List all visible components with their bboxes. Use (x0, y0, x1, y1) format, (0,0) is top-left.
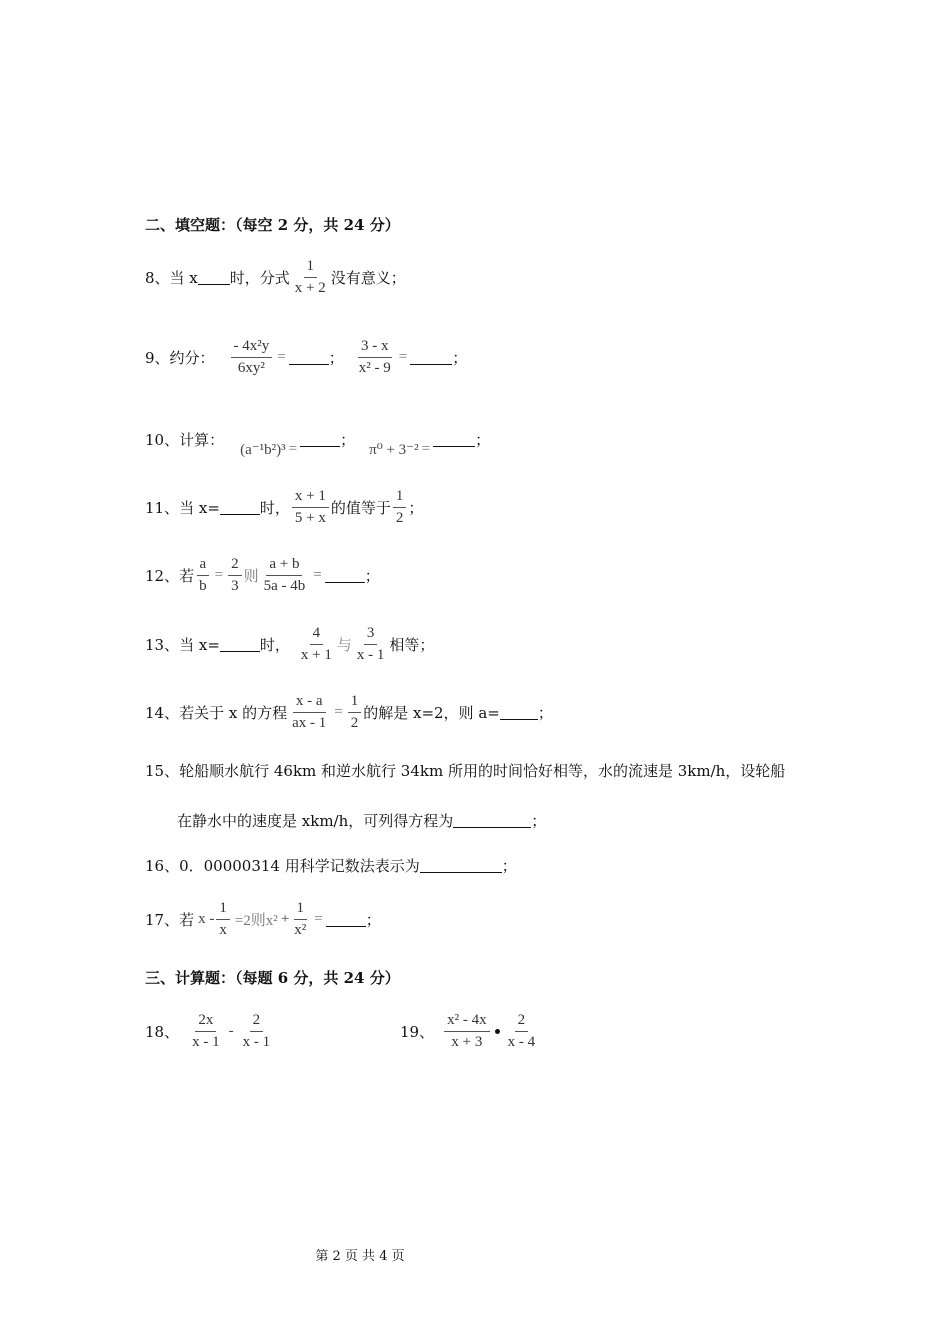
section-2-heading: 二、填空题：（每空 2 分，共 24 分） (145, 216, 400, 234)
question-10: 10、计算： (a⁻¹b²)³ = ； π⁰ + 3⁻² = ； (145, 431, 491, 458)
question-13: 13、当 x= 时， $\frac{4}{x + 1}$ 与 $\frac{3}{x - 1}$ 相等； (145, 625, 435, 664)
question-15-continued: 在静水中的速度是 xkm/h，可列得方程为 ； (177, 812, 547, 830)
multiply-dot-icon (495, 1029, 500, 1034)
fraction: $\frac{3 - x}{\text{x² - 9}}$ (358, 338, 391, 377)
question-15: 15、轮船顺水航行 46km 和逆水航行 34km 所用的时间恰好相等，水的流速是 3km/h，设轮船 (145, 762, 786, 780)
section-3-heading: 三、计算题：（每题 6 分，共 24 分） (145, 969, 400, 987)
fraction: $\frac{2}{x - 1}$ (242, 1012, 271, 1051)
fraction: $\frac{\text{- 4x²y}}{\text{6xy²}}$ (231, 338, 273, 378)
answer-blank[interactable] (500, 705, 538, 720)
question-16: 16、0．00000314 用科学记数法表示为 ； (145, 857, 517, 875)
question-18: 18、 $\frac{2x}{x - 1}$ - $\frac{2}{x - 1}$ (145, 1012, 275, 1052)
fraction: $\frac{4}{x + 1}$ (300, 625, 332, 664)
fraction: $\frac{x - a}{ax - 1}$ (292, 693, 327, 732)
fraction: $\frac{1}{x}$ (216, 900, 230, 940)
fraction: $\frac{2}{x - 4}$ (507, 1012, 536, 1051)
answer-blank[interactable] (289, 350, 329, 365)
answer-blank[interactable] (300, 432, 340, 447)
answer-blank[interactable] (198, 270, 230, 285)
question-19: 19、 $\frac{\text{x² - 4x}}{x + 3}$ $\frac{2}{x - 4}$ (400, 1012, 540, 1052)
fraction: $\frac{1}{2}$ (348, 693, 362, 733)
question-9: 9、约分： $\frac{\text{- 4x²y}}{\text{6xy²}}$ = ； $\frac{3 - x}{\text{x² - 9}}$ = ； (145, 338, 468, 377)
answer-blank[interactable] (433, 432, 475, 447)
fraction: $\frac{3}{x - 1}$ (356, 625, 385, 664)
question-8: 8、当 x 时，分式 $\frac{1}{x + 2}$ 没有意义； (145, 258, 406, 297)
fraction: $\frac{1}{\text{x²}}$ (294, 900, 307, 939)
answer-blank[interactable] (220, 500, 260, 515)
answer-blank[interactable] (325, 568, 365, 583)
fraction: $\frac{1}{x + 2}$ (294, 258, 326, 297)
answer-blank[interactable] (410, 350, 452, 365)
question-11: 11、当 x= 时， $\frac{x + 1}{5 + x}$ 的值等于 $\frac{1}{2}$ ； (145, 488, 424, 527)
answer-blank[interactable] (420, 858, 502, 873)
answer-blank[interactable] (326, 912, 366, 927)
question-14: 14、若关于 x 的方程 $\frac{x - a}{ax - 1}$ = $\frac{1}{2}$ 的解是 x=2，则 a= ； (145, 693, 553, 732)
question-17: 17、若 x - $\frac{1}{x}$ =2则x² + $\frac{1}{\text{x²}}$ = ； (145, 900, 381, 939)
fraction: $\frac{a}{b}$ (196, 556, 210, 596)
fraction: $\frac{a + b}{5a - 4b}$ (263, 556, 306, 595)
fraction: $\frac{x + 1}{5 + x}$ (292, 488, 329, 528)
page-footer: 第 2 页 共 4 页 (315, 1249, 405, 1264)
answer-blank[interactable] (453, 813, 531, 828)
question-12: 12、若 $\frac{a}{b}$ = $\frac{2}{3}$ 则 $\frac{a + b}{5a - 4b}$ = ； (145, 556, 380, 595)
fraction: $\frac{2}{3}$ (228, 556, 242, 596)
fraction: $\frac{\text{x² - 4x}}{x + 3}$ (444, 1012, 490, 1052)
fraction: $\frac{2x}{x - 1}$ (192, 1012, 220, 1051)
answer-blank[interactable] (220, 637, 260, 652)
fraction: $\frac{1}{2}$ (393, 488, 407, 528)
